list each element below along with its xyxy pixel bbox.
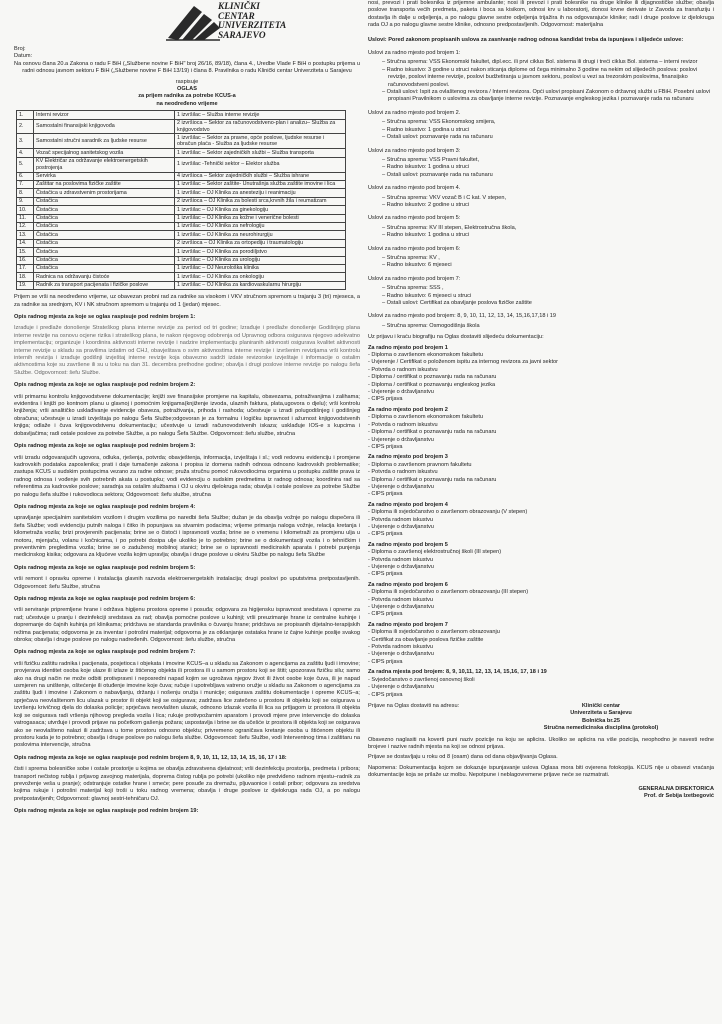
condition-item: – Stručna sprema: SSS , [382,285,444,292]
oglas-title: OGLAS [177,86,197,93]
condition-item: – Ostali uslovi: Ispit za ovlaštenog revizora / Interni revizora. Opći uslovi propisani Zakonom o državnoj službi u FBiH. Posebni uslovi propisani Pravilnikom o uslovima za obavljanje interne revizije. Poznavanje engleskog jezika i poznavanje rada na računaru [382,89,711,103]
position-num: 9. [17,197,34,205]
position-row [17,172,346,180]
signature-name: Prof. dr Sebija Izetbegović [644,792,714,799]
address-line: Bolnička br.25 [582,717,620,724]
documents-list [368,345,714,699]
condition-item: – Radno iskustvo: 2 godine u struci [382,201,470,208]
left-column [14,0,360,1024]
document-item: - Diploma / certifikat o poznavanju rada na računaru [368,374,497,381]
position-num: 17. [17,264,34,272]
job-description-heading: Opis radnog mjesta za koje se oglas raspisuje pod rednim brojem 4: [14,503,196,510]
position-title: Čistačica [34,239,175,247]
position-row [17,157,346,172]
address-line: Klinički centar [581,702,621,709]
datum-label: Datum: [14,53,33,60]
probni-rad-text: Prijem se vrši na neodređeno vrijeme, uz obavezan probni rad za radnike sa visokom i VKV stručnom spremom u trajanju 3 (tri) mjeseca, a za radnike sa srednjom, KV i NK stručnom spremom u trajanju od 1 (jedan) mjesec. [14,294,360,308]
document-item: - Uvjerenje o državljanstvu [368,684,434,691]
document-item: - Diploma ili svjedočanstvo o završenom obrazovanju [368,629,500,636]
position-detail: 1 izvršilac – Sektor zaštite- Unutrašnja služba zaštite imovine i lica [175,180,346,188]
position-num: 15. [17,248,34,256]
position-row [17,222,346,230]
condition-item: – Stručna sprema: VSS Ekonomskog smijera, [382,119,496,126]
position-num: 8. [17,189,34,197]
position-title: Čistačica [34,222,175,230]
position-row [17,134,346,149]
job-description-text: nosi, prevozi i prati bolesnika iz prijemne ambulante; nosi ili prevozi i prati bolesnike na druge klinike ili dijagnostičke službe; obavlja poslove transporta većih predmeta, paketa i boca sa kisikom, odnosi krv u laboratorij, donosi krvne derivate iz Zavoda za transfuziju i dostavlja ih dalje u odjeljenja, a po nalogu glavne sestre odjeljenja trijažira ih na odgovarajuće klinike; radi i druge poslove iz djelokruga rada OJ a po nalogu glavne sestre klinike, odnosno predpostavljenih. Odgovornost: materijalna [368,0,714,29]
document-item: - Potvrda radnom iskustvu [368,516,433,523]
legal-intro: Na osnovu člana 20.a Zakona o radu F BiH („Službene novine F BiH" broj 26/16, 89/18), člana 4., Uredbe Vlade F BiH o postupku prijema u radni odnosu javnom sektoru F BiH („Službene novine F BiH 13/19) i člana 8. Pravilnika o radu Klinički centar Univerziteta u Sarajevu [14,60,360,75]
position-title: Samostalni finansijski knjigovođa [34,119,175,134]
position-row [17,248,346,256]
position-detail: 1 izvršilac – OJ Klinika za neurohirurgiju [175,231,346,239]
position-title: Čistačica [34,231,175,239]
condition-heading: Uslovi za radno mjesto pod brojem 3: [368,147,461,154]
job-description-text: Izrađuje i predlaže donošenje Strateškog plana interne revizije za period od tri godine; Izrađuje i predlaže donošenje Godišnjeg plana interne revizije na osnovu ocjene rizika i strateškog plana, te nakon njegovog odobrenja od Upravnog odbora osigurava njegovo adekvatno implementaciju; organizuje i koordinira aktivnosti interne revizije i nadzire implementaciju planiranih aktivnosti osigurava kvalitet aktivnosti interne revizije u skladu sa pravilima izdatim od CHJ, obavještava o svim aktivnostima interne revizije i izvršenim revizijama vrši kontrolu internih revizija i izrađuje godišnji izvještaj interne revizije koja obavezno sadrži izdate revizorske izvještaje i informacije o ostalim aktivnostima koje su završene ili su u toku na dan 31. decembra prethodne godine; obavlja i drugi poslove interne revizije po nalogu šefa Službe. Odgovornost: šefu Službe. [14,325,360,376]
position-num: 12. [17,222,34,230]
kcus-emblem-icon [164,2,222,42]
position-detail: 1 izvršilac – OJ Neurološka klinika [175,264,346,272]
document-item: - CIPS prijava [368,531,403,538]
prijave-label: Prijave na Oglas dostaviti na adresu: [368,702,460,709]
position-title: KV Električar za održavanje elektroenergetskih postrojenja [34,157,175,172]
job-description-text: vrši primarnu kontrolu knjigovodstvene dokumentacije; knjiži sve finansijske promjene na kapitalu, obavezama, potraživanjima i zalihama; evidentira i knjiži po kontnom planu u glavnoj i pomoćnim knjigama(knjiženje izvoda, ulaznih faktura, plata,ugovora o djelu); vrši kontrolu knjiženja; vrši analitičko usklađivanje evidencije obaveza, potraživanja, prihoda i rashoda; učestvuje u izradi polugodišnjeg i godišnjeg obračuna; učestvuje u izradi izvještaja po nalogu Šefa Službe;odgovoran je za formalnu i logičku ispravnost i ažurnost knjigovodstvenih knjiga; odlaže i čuva knjigovodstvenu dokumentaciju; učestvuje u izradi računovodstvenih iskaza; usklađuje IOS-e s kupcima i dobavljačima; radi ostale poslove za potrebe Službe, a po nalogu Šefa Službe. Odgovornost: šefu službe, stručna [14,393,360,437]
position-title: Čistačica [34,256,175,264]
condition-heading: Uslovi za radno mjesto pod brojem 4. [368,185,461,192]
position-row [17,214,346,222]
address-line: Univerziteta u Sarajevu [570,710,632,717]
position-detail: 1 izvršilac – OJ Klinika za nefrologiju [175,222,346,230]
broj-label: Broj: [14,46,26,52]
position-detail: 1 izvršilac -Tehnički sektor – Elektor služba [175,157,346,172]
job-description-heading: Opis radnog mjesta za koje se oglas raspisuje pod rednim brojem 7: [14,649,196,656]
condition-item: – Stručna sprema: VSS Ekonomski fakultet, dipl.ecc. ili prvi ciklus Bol. sistema ili drugi i treći ciklus Bol. sistema – interni revizor [382,59,698,66]
position-title: Čistačica [34,264,175,272]
job-description-text: čisti i sprema bolesničke sobe i ostale prostorije u kojima se obavlja zdravstvena djelatnost; vrši dezinfekciju prostorija, predmeta i pribora; transport nečistog rublja i prljavog zavojnog materijala, doprema čistog rublja po potrebi (ukoliko nije predviđeno radnom mjestu–radnik za prevoženje veša u pranje); odstranjuje ostatke hrane i smeće; pere posuđe za dremažu, pljuvaonice i ostali pribor; odgovara za sredstva kojima rukuje i potrošni materijal koji troši u toku radnog vremena; obavlja i druge poslove iz djelokruga rada OJ, a po nalogu pretpostavljenih; Odgovornost: glavnoj sestri-tehničaru OJ. [14,766,360,802]
position-row [17,197,346,205]
condition-item: – Stručna sprema: VSS Pravni fakultet, [382,156,480,163]
condition-item: – Radno iskustvo: 6 mjeseci [382,262,452,269]
documents-heading: Za radno mjesto pod brojem 7 [368,621,448,628]
logo-line: UNIVERZITETA [218,21,287,32]
position-num: 6. [17,172,34,180]
logo-line: SARAJEVO [218,30,266,41]
position-detail: 1 izvršilac – Služba interne revizije [175,111,346,119]
condition-heading: Uslovi za radno mjesto pod brojem: 8, 9, 10, 11, 12, 13, 14, 15,16,17,18 i 19 [368,313,557,320]
position-num: 19. [17,281,34,289]
uslovi-intro: Uslovi: Pored zakonom propisanih uslova za zasnivanje radnog odnosa kandidat treba da ispunjava i slijedeće uslove: [368,36,684,43]
documents-heading: Za radno mjesto pod brojem 5 [368,541,448,548]
documents-heading: Za radno mjesto pod brojem 6 [368,581,448,588]
right-column [368,0,714,1024]
document-item: - Potvrda radnom iskustvu [368,644,433,651]
condition-heading: Uslovi za radno mjesto pod brojem 7: [368,275,461,282]
job-description-text: vrši izradu odgovarajućih ugovora, odluka, rješenja, potvrda; obavještenja, informacija, izvještaja i sl.; vodi redovnu evidenciju i promjene kadrovskih podataka zaposlenika; prati i daje tumačenje zakona i propisa iz domena radnih odnosa odnosno kadrovskih problematike; zastupa KCUS u sudskim postupcima vezano za radne odnose; pruža stručnu pomoć rukovodiocima organima u postupku zaštite prava iz radnog odnosa i vođenje svih potrebnih akata u postupku; vodi evidenciju o sudskim predmetima iz radnog odnosa; koordinira rad sa referentima za kadrovske poslove; saradnja sa ostalim službama i OJ u okviru djelokruga rada; obavlja i ostale poslove za potrebe Službe po nalogu šefa službe i rukovodioca sektora; Odgovornost: šefu službe, stručna [14,454,360,498]
position-row [17,206,346,214]
position-detail: 1 izvršilac – Sektor za pravne, opće poslove, ljudske resurse i obračun plaća - Služba za ljudske resurse [175,134,346,149]
position-title: Zaštitar na poslovima fizičke zaštite [34,180,175,188]
document-item: - CIPS prijava [368,658,403,665]
position-detail: 2 izvršioca – Sektor za računovodstveno-plan i analizu– Služba za knjigovodstvo [175,119,346,134]
job-description-heading: Opis radnog mjesta za koje se oglas raspisuje pod rednim brojem 2: [14,382,196,389]
position-row [17,231,346,239]
document-item: - CIPS prijava [368,396,403,403]
address-block [368,703,714,733]
position-row [17,180,346,188]
condition-item: – Stručna sprema: Osmogodišnja škola [382,322,480,329]
logo-line: KLINIČKI [218,2,260,12]
position-num: 3. [17,134,34,149]
position-row [17,189,346,197]
job-description-heading: Opis radnog mjesta za koje se oglas raspisuje pod rednim brojem 19: [14,808,199,815]
position-title: Interni revizor [34,111,175,119]
position-row [17,149,346,157]
signature-block [368,786,714,801]
job-description-text: vrši serviranje pripremljene hrane i održava higijenu prostora opreme i posuđa; odgovara za higijensku ispravnost sredstava i opreme za rad; učestvuje u pranju i dezinfekciji sredstava za rad; obavlja pomoćne poslove u kuhinji; vrši preuzimanje hrane iz centralne kuhinje i dopremanje do čajnih kuhinja pri klinikama; pridržava se standarda pravilnika o čuvanju hrane; pridržava se propisanih dijetalno-terapijskih režima pacijenata; odgovorna je za inventar i potrošni materijal; odgovorna je za otklanjanje ostataka hrane iz čajne kuhinje poslije svakog obroka; obavlja i druge poslove po nalogu nadređenih. Odgovornost: šefu službe, stručna [14,607,360,644]
document-item: - CIPS prijava [368,691,403,698]
position-title: Čistačica [34,206,175,214]
position-num: 14. [17,239,34,247]
position-title: Vozač specijalnog sanitetskog vozila [34,149,175,157]
document-item: - Uvjerenje o državljanstvu [368,604,434,611]
position-title: Čistačica [34,214,175,222]
docs-intro: Uz prijavu i kraću biografiju na Oglas dostaviti slijedeću dokumentaciju: [368,334,544,341]
documents-heading: Za radno mjesto pod brojem 1 [368,344,448,351]
position-row [17,273,346,281]
condition-item: – Stručna sprema: KV III stepen, Elektrostručna škola, [382,224,517,231]
document-item: - Uvjerenje o državljanstvu [368,483,434,490]
position-row [17,111,346,119]
envelope-note: Obavezno naglasiti na koverti puni naziv pozicije na koju se aplicira. Ukoliko se aplicira na više pozicija, neophodno je navesti redne brojeve i nazive radnih mjesta na koji se odnosi prijava. [368,736,714,750]
logo-text [218,3,286,41]
document-item: - Potvrda o radnom iskustvu [368,366,438,373]
position-detail: 1 izvršilac – OJ Klinika za kardiovaskularnu hirurgiju [175,281,346,289]
position-row [17,239,346,247]
position-num: 2. [17,119,34,134]
position-detail: 2 izvršioca – OJ Klinika za bolesti srca,krvnih žila i reumatizam [175,197,346,205]
position-num: 13. [17,231,34,239]
position-title: Samostalni stručni saradnik za ljudske resurse [34,134,175,149]
oglas-subtitle-2: na neodređeno vrijeme [156,100,218,107]
oglas-subtitle: za prijem radnika za potrebe KCUS-a [138,93,236,100]
position-row [17,264,346,272]
document-item: - Diploma o završenom pravnom fakultetu [368,461,472,468]
position-num: 7. [17,180,34,188]
document-item: - CIPS prijava [368,491,403,498]
document-item: - Uvjerenje o državljanstvu [368,389,434,396]
address-line: Stručna nemedicinska disciplina (protokol) [543,725,659,732]
position-num: 18. [17,273,34,281]
document-item: - Potvrda radnom iskustvu [368,596,433,603]
position-title: Čistačica u zdravstvenim prostorijama [34,189,175,197]
document-item: - Certifikat za obavljanje poslova fizičke zaštite [368,636,484,643]
position-num: 11. [17,214,34,222]
job-description-heading: Opis radnog mjesta za koje se oglas raspisuje pod rednim brojem 8, 9, 10, 11, 12, 13, 14, 15, 16, 17 i 18: [14,754,287,761]
position-row [17,281,346,289]
position-row [17,256,346,264]
condition-heading: Uslovi za radno mjesto pod brojem 6: [368,245,461,252]
position-detail: 1 izvršilac – OJ Klinika za porodiljstvo [175,248,346,256]
document-item: - Diploma ili svjedočanstvo o završenom obrazovanju (III stepen) [368,589,529,596]
position-row [17,119,346,134]
kcus-logo [164,2,360,46]
document-item: - Diploma o završenom ekonomskom fakultetu [368,414,484,421]
condition-item: – Stručna sprema: KV , [382,254,440,261]
position-detail: 1 izvršilac – Sektor zajedničkih službi – Služba transporta [175,149,346,157]
signature-title: GENERALNA DIREKTORICA [638,785,714,792]
documents-heading: Za radno mjesto pod brojem 3 [368,454,448,461]
condition-heading: Uslovi za radno mjesto pod brojem 2. [368,109,461,116]
condition-item: – Stručna sprema: VKV vozač B i C kat. V stepen, [382,194,507,201]
document-item: - Diploma o završenom ekonomskom fakultetu [368,352,484,359]
job-description-heading: Opis radnog mjesta za koje se oglas raspisuje pod rednim brojem 3: [14,443,196,450]
condition-item: – Radno iskustvo: 1 godina u struci [382,126,470,133]
position-title: Čistačica [34,197,175,205]
address-lines [488,703,714,733]
document-item: - Diploma ili svjedočanstvo o završenom obrazovanju (V stepen) [368,509,528,516]
condition-heading: Uslovi za radno mjesto pod brojem 1: [368,50,461,57]
position-num: 16. [17,256,34,264]
job-description-text: vrši remont i opravku opreme i instalacija glavnih razvoda elektroenergetskih instalacija; drugi poslovi po uputstvima pretpostavljenih. Odgovornost: šefu Službe, stručna [14,576,360,590]
condition-heading: Uslovi za radno mjesto pod brojem 5: [368,215,461,222]
raspisuje: raspisuje [175,78,199,85]
job-description-text: vrši fizičku zaštitu radnika i pacijenata, posjetioca i objekata i imovine KCUS–a u skladu sa Zakonom o agencijama za zaštitu ljudi i imovine; provjerava identitet osoba koje ulaze ili izlaze iz štićenog objekta ili prostora ili u samom prostoru koji se štiti; upozorava fizičku silu; samo ako na drugi način ne može odbiti protivpravni i neposredni napad kojim se ugrožava njegov život ili život osobe koje čuva, ili je napad usmjeren na uništenje, oštećenje ili otuđenje imovine koje čuva; ručuje i upotrebljava vatreno oružje u skladu sa Zakonom o agencijama za zaštitu ljudi i imovine i Zakonom o nabavljanju, držanju i nošenju oružja i municije; osiguravа zaštitu dokumentacije i opreme KCUS–a; sprječava neovlaštenom licu ulazak u prostor ili objekt koji se osigurava; zadržava lice zatečeno u prostoru ili objektu koji se osigurava u izvršenju krivičnog djela do dolaska policije; sprječava neovlašten ulazak, odnosno izlazak vozila ili lica sa prtljagom iz prostora ili objekta koji se osigurava radi vršenja njihovog pregleda vozila i lica; rukuje protivpožarnim aparatom i provodi mjere prve intervencije do dolaska vatrogasaca; utvrđuje i provodi prijave na početkom gašenja požara; uspostavlja i brine se da učešće iz prostora ili objekta koji se osigurava ako se neovlašteno nalazi ili zadržava u tome prostoru odnosno objektu; privremeno ograničava kretanje osoba u štićenom objektu ili prostoru kada je to potrebno; obavlja i druge poslove po nalogu šefa službe. Odgovornost: šefu Službe, vodi Interventnog tima i zaštitaru na poslovima intervencije, stručna [14,660,360,749]
condition-item: – Ostali uslovi: Certifikat za obavljanje poslova fizičke zaštite [382,300,532,306]
condition-item: – Ostali uslovi: poznavanje rada na računaru [382,134,493,141]
position-num: 1. [17,111,34,119]
document-item: - Uvjerenje o državljanstvu [368,523,434,530]
conditions-list [368,50,714,330]
document-item: - Diploma / certifikat o poznavanju rada na računaru [368,476,497,483]
job-description-text: upravljanje specijalnim sanitetskim vozilom i drugim vozilima po naredbi šefa Službe; dužan je da obavlja vožnje po nalogu dispečera ili šefa Službe; vodi evidenciju putnih naloga i čitko ih popunjava sa stvarnim podacima; vrijeme primanja naloga vožnje, relacija kretanja i kilometraža vozila; brizi provjerenih pacijenata; brine se o čistoći i ispravnosti vozila; brine se o vremenu i kilometraži za promjenu ulja u motoru, mjenjaču, volanu i kočnicama, i po potrebi dosipa ulje ukoliko je to potrebno; brine se o dokumentaciji vozila i o tehničkim i preventivnim pregledima vozila; brine se o zaduženoj mobilnoj stanici; brine se o ispravnosti medicinskih aparata i potrebi punjenja medicinskog kisika; odgovara za kljućeve vozila kojim upravlja; obavlja i druge poslove u okviru Službe po nalogu šefa Službe [14,515,360,559]
documents-heading: Za radno mjesto pod brojem 4 [368,501,448,508]
condition-item: – Radno iskustvo: 1 godina u struci [382,232,470,239]
position-num: 5. [17,157,34,172]
document-item: - Potvrda o radnom iskustvu [368,469,438,476]
document-item: - Uvjerenje o državljanstvu [368,436,434,443]
condition-item: – Radno iskustvo: 1 godina u struci [382,164,470,171]
document-item: - Diploma / certifikat o poznavanju rada na računaru [368,429,497,436]
document-item: - Potvrda radnom iskustvu [368,556,433,563]
position-detail: 4 izvršioca – Sektor zajedničkih službi – Služba ishrane [175,172,346,180]
job-description-heading: Opis radnog mjesta za koje se oglas raspisuje pod rednim brojem 1: [14,314,196,320]
position-title: Radnik za transport pacijenata i fizičke poslove [34,281,175,289]
document-item: - CIPS prijava [368,571,403,578]
document-item: - Uvjerenje o državljanstvu [368,564,434,570]
condition-item: – Radno iskustvo: 3 godine u struci nakon sticanja diplome od čega minimalno 3 godine na nekim od slijedećih poslova: poslovi revizije, poslovi interne revizije, poslovi budžetiranja u javnom sektoru, poslovi u vezi sa trezorskim poslovima, finansijsko računovodstveni poslovi. [382,66,697,88]
position-title: Servirka [34,172,175,180]
document-item: - Diploma / certifikat o poznavanju engleskog jezika [368,381,496,388]
position-detail: 1 izvršilac – OJ Klinika za urologiju [175,256,346,264]
document-item: - Uvjerenje o državljanstvu [368,651,434,658]
position-num: 10. [17,206,34,214]
condition-item: – Radno iskustvo: 6 mjeseci u struci [382,292,472,299]
documents-heading: Za radno mjesto pod brojem 2 [368,406,448,413]
position-detail: 2 izvršioca – OJ Klinika za ortopediju i traumatologiju [175,239,346,247]
job-description-heading: Opis radnog mjesta za koje se oglas raspisuje pod rednim brojem 6: [14,596,196,602]
document-item: - CIPS prijava [368,443,403,450]
deadline-note: Prijave se dostavljaju u roku od 8 (osam) dana od dana objavljivanja Oglasa. [368,754,558,761]
condition-item: – Ostali uslovi: poznavanje rada na računaru [382,171,493,178]
document-item: - CIPS prijava [368,611,403,618]
logo-line: CENTAR [218,11,255,22]
documents-heading: Za radna mjesta pod brojem: 8, 9, 10,11, 12, 13, 14, 15,16, 17, 18 i 19 [368,669,547,676]
document-item: - Svjedočanstvo o završenoj osnovnoj školi [368,676,475,683]
position-detail: 1 izvršilac – OJ Klinika za anesteziju i reanimaciju [175,189,346,197]
position-num: 4. [17,149,34,157]
position-detail: 1 izvršilac – OJ Klinika za ginekologiju [175,206,346,214]
position-detail: 1 izvršilac – OJ Klinika za kožne i venerične bolesti [175,214,346,222]
job-description-heading: Opis radnog mjesta za koje se oglas raspisuje pod rednim brojem 5: [14,564,196,571]
document-item: - Uvjerenje / Certifikat o položenom ispitu za internog revizora za javni sektor [368,359,558,366]
document-item: - Diploma o završenoj elektrostručnoj školi (III stepen) [368,549,502,556]
position-title: Radnica na održavanju čistoće [34,273,175,281]
positions-table [16,110,346,290]
position-detail: 1 izvršilac – OJ Klinika za onkologiju [175,273,346,281]
position-title: Čistačica [34,248,175,256]
document-item: - Potvrda o radnom iskustvu [368,421,438,428]
napomena: Napomena: Dokumentacija kojom se dokazuje ispunjavanje uslova Oglasa mora biti ovjerena fotokopija. KCUS nije u obavezi vraćanja dokumentacije koja se prilaže uz molbu. Nepotpune i neblagovremene prijave neće se razmatrati. [368,764,714,779]
